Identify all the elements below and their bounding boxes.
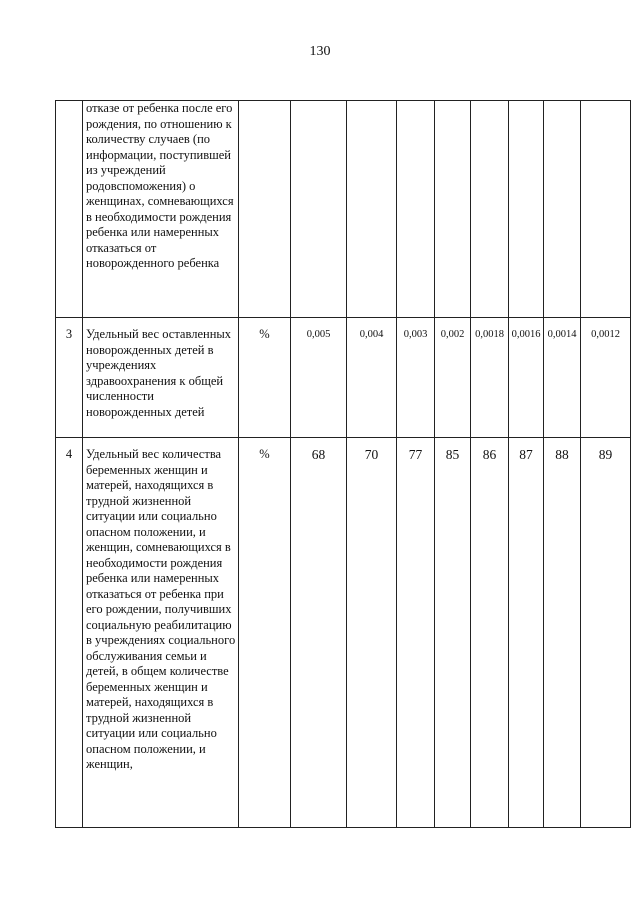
unit-cell: % bbox=[239, 318, 291, 438]
indicator-description: отказе от ребенка после его рождения, по отношению к количеству случаев (по информации, поступившей из учреждений родовспоможения) о женщинах, сомневающихся в необходимости рождения ребенка или намеренных отказаться от новорожденного ребенка bbox=[83, 101, 239, 318]
value-cell bbox=[544, 101, 581, 318]
value-cell: 0,0012 bbox=[581, 318, 631, 438]
value-cell: 0,0018 bbox=[471, 318, 509, 438]
value-cell: 0,002 bbox=[435, 318, 471, 438]
value-cell bbox=[435, 101, 471, 318]
table-row bbox=[56, 101, 631, 318]
value-cell bbox=[581, 101, 631, 318]
value-cell: 70 bbox=[347, 438, 397, 828]
page-number: 130 bbox=[309, 44, 331, 59]
row-number: 3 bbox=[56, 318, 83, 438]
indicators-table bbox=[55, 100, 631, 828]
value-cell: 0,003 bbox=[397, 318, 435, 438]
unit-cell: % bbox=[239, 438, 291, 828]
indicator-description: Удельный вес оставленных новорожденных детей в учреждениях здравоохранения к общей численности новорожденных детей bbox=[83, 318, 239, 438]
value-cell bbox=[397, 101, 435, 318]
value-cell bbox=[471, 101, 509, 318]
value-cell: 89 bbox=[581, 438, 631, 828]
row-number bbox=[56, 101, 83, 318]
value-cell bbox=[509, 101, 544, 318]
table-row bbox=[56, 438, 631, 828]
unit-cell bbox=[239, 101, 291, 318]
value-cell bbox=[347, 101, 397, 318]
indicator-description: Удельный вес количества беременных женщин и матерей, находящихся в трудной жизненной ситуации или социально опасном положении, и женщин, сомневающихся в необходимости рождения ребенка или намеренных отказаться от ребенка при его рождении, получивших социальную реабилитацию в учреждениях социального обслуживания семьи и детей, в общем количестве беременных женщин и матерей, находящихся в трудной жизненной ситуации или социально опасном положении, и женщин, bbox=[83, 438, 239, 828]
value-cell bbox=[291, 101, 347, 318]
value-cell: 0,0014 bbox=[544, 318, 581, 438]
value-cell: 68 bbox=[291, 438, 347, 828]
value-cell: 88 bbox=[544, 438, 581, 828]
value-cell: 0,0016 bbox=[509, 318, 544, 438]
value-cell: 0,004 bbox=[347, 318, 397, 438]
value-cell: 87 bbox=[509, 438, 544, 828]
value-cell: 0,005 bbox=[291, 318, 347, 438]
value-cell: 77 bbox=[397, 438, 435, 828]
row-number: 4 bbox=[56, 438, 83, 828]
table-row bbox=[56, 318, 631, 438]
value-cell: 85 bbox=[435, 438, 471, 828]
value-cell: 86 bbox=[471, 438, 509, 828]
